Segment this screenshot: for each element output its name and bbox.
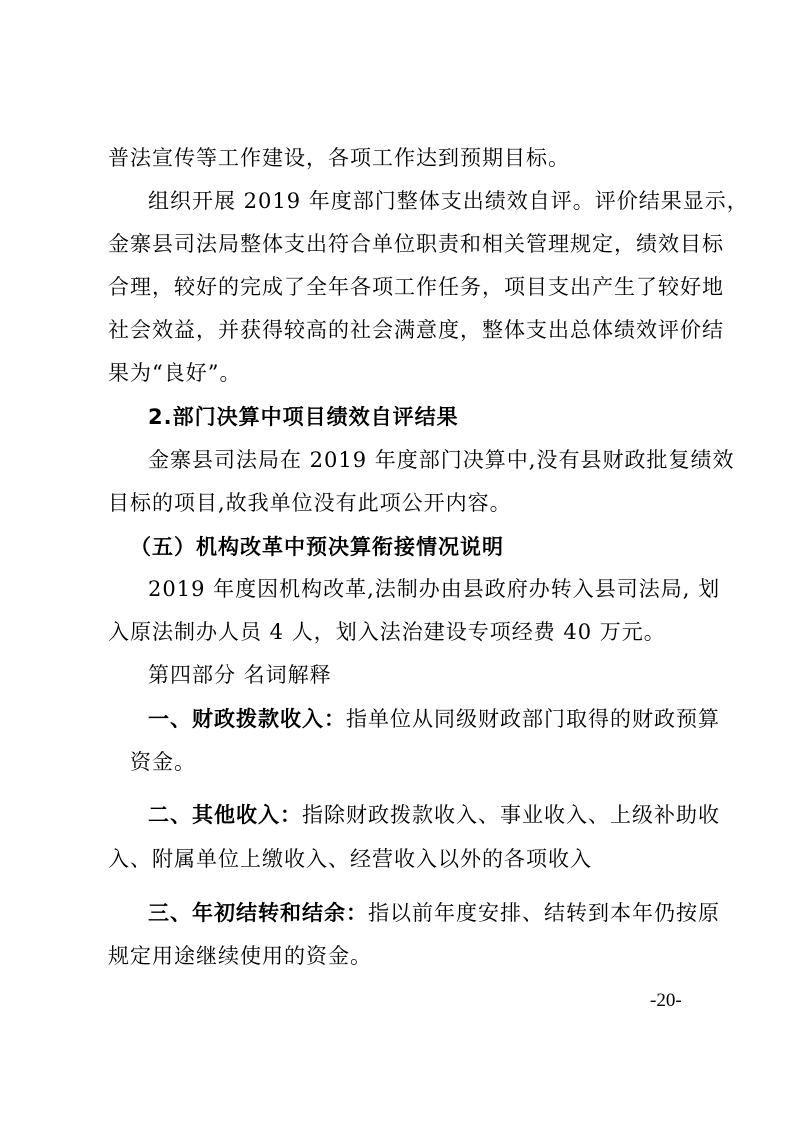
part-title: 第四部分 名词解释 xyxy=(148,663,332,687)
paragraph-line: 金寨县司法局整体支出符合单位职责和相关管理规定，绩效目标 xyxy=(108,232,724,256)
paragraph-line: 资金。 xyxy=(130,750,196,774)
paragraph-line: 规定用途继续使用的资金。 xyxy=(108,944,372,968)
term-text: 指以前年度安排、结转到本年仍按原 xyxy=(368,901,720,925)
section-heading: 2.部门决算中项目绩效自评结果 xyxy=(148,405,459,429)
section-heading: （五）机构改革中预决算衔接情况说明 xyxy=(130,535,504,559)
term-definition xyxy=(148,898,720,928)
term-text: 指单位从同级财政部门取得的财政预算 xyxy=(346,707,720,731)
paragraph-line: 果为“良好”。 xyxy=(108,361,242,385)
paragraph-line: 组织开展 2019 年度部门整体支出绩效自评。评价结果显示， xyxy=(148,189,749,213)
paragraph-line: 入原法制办人员 4 人，划入法治建设专项经费 40 万元。 xyxy=(108,620,666,644)
term-text: 指除财政拨款收入、事业收入、上级补助收 xyxy=(302,803,720,827)
term-label: 三、年初结转和结余： xyxy=(148,901,368,925)
term-definition xyxy=(148,704,720,734)
paragraph-line: 金寨县司法局在 2019 年度部门决算中,没有县财政批复绩效 xyxy=(148,448,735,472)
paragraph-line: 社会效益，并获得较高的社会满意度，整体支出总体绩效评价结 xyxy=(108,318,724,342)
paragraph-line: 合理，较好的完成了全年各项工作任务，项目支出产生了较好地 xyxy=(108,275,724,299)
paragraph-line: 入、附属单位上缴收入、经营收入以外的各项收入 xyxy=(108,847,592,871)
term-definition xyxy=(148,800,720,830)
paragraph-line: 普法宣传等工作建设，各项工作达到预期目标。 xyxy=(108,146,570,170)
term-label: 二、其他收入： xyxy=(148,803,302,827)
paragraph-line: 目标的项目,故我单位没有此项公开内容。 xyxy=(108,491,512,515)
page-number: -20- xyxy=(650,990,682,1011)
term-label: 一、财政拨款收入： xyxy=(148,707,346,731)
paragraph-line: 2019 年度因机构改革,法制办由县政府办转入县司法局, 划 xyxy=(148,577,721,601)
